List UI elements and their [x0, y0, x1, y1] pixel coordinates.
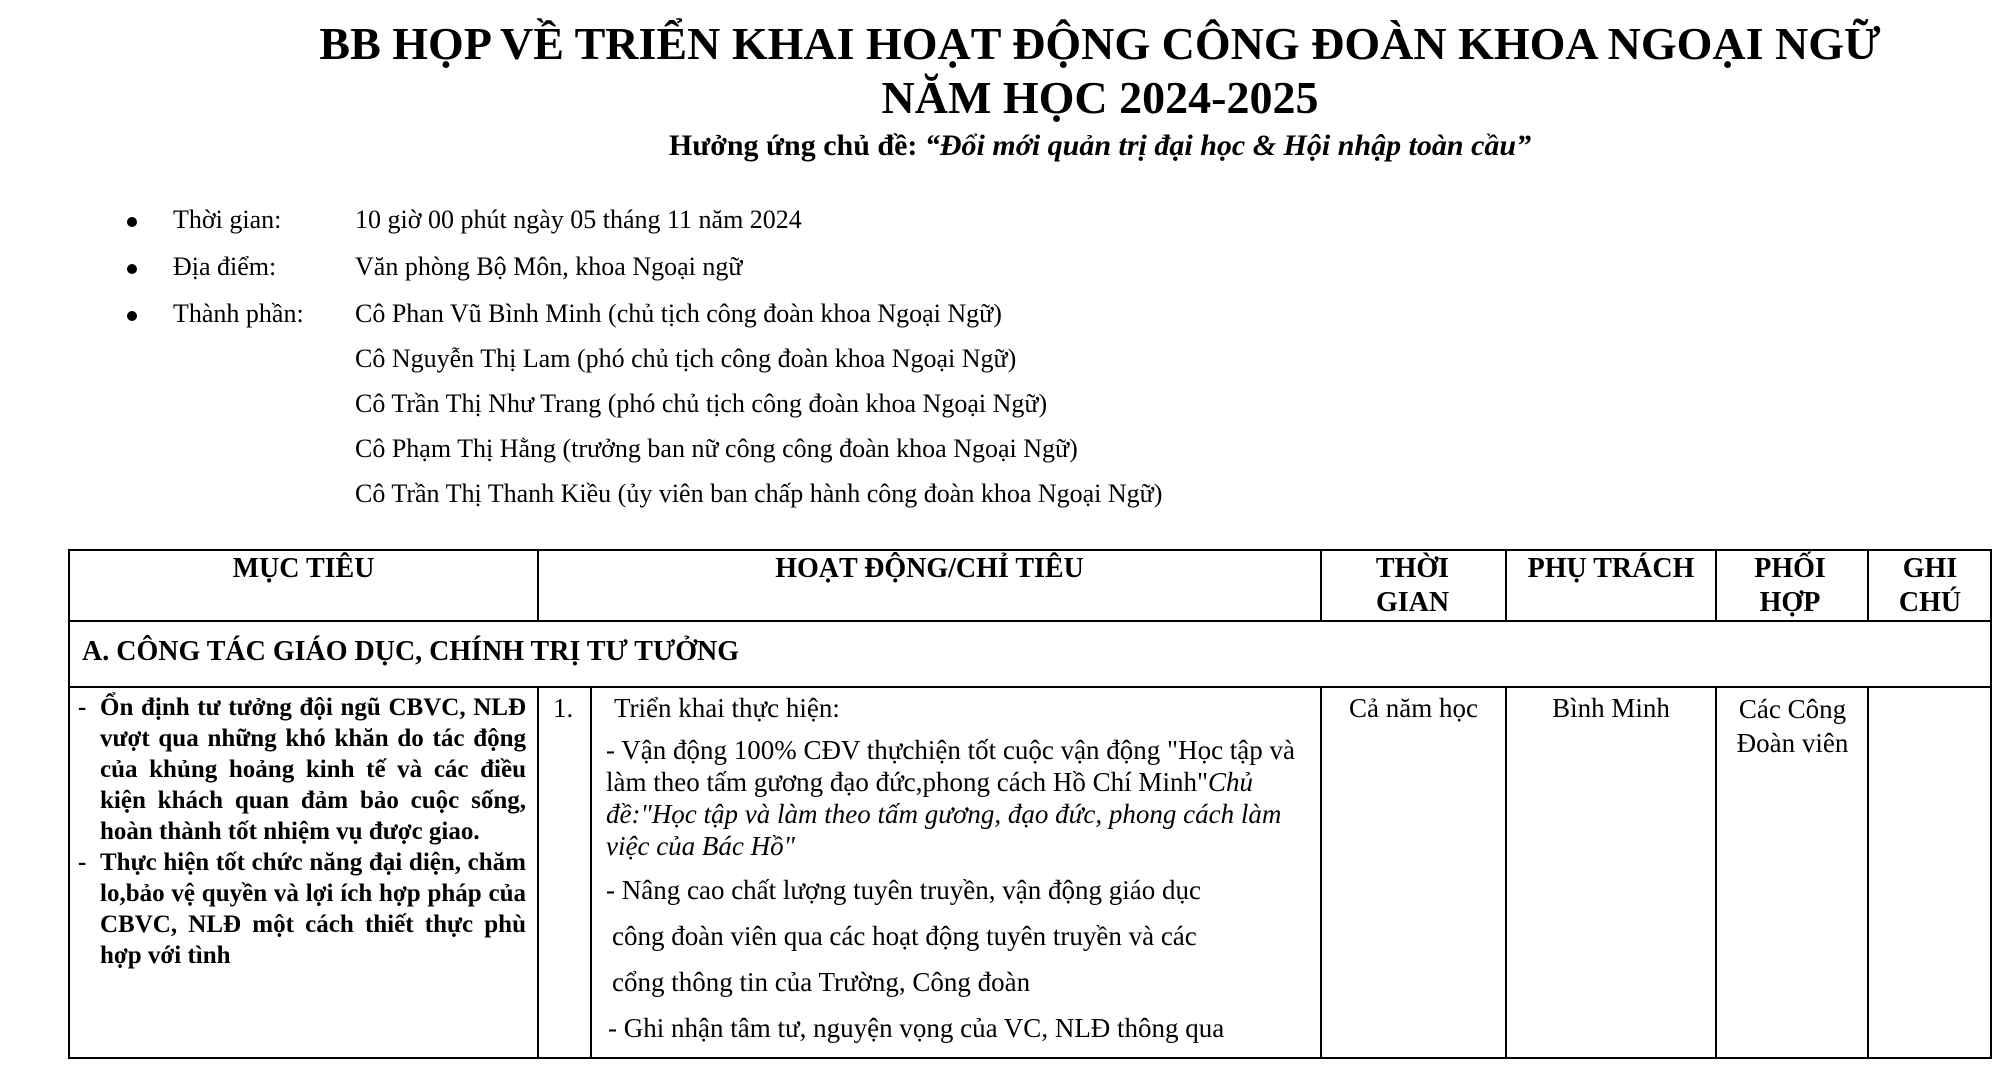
- table-border-left: [68, 549, 70, 1059]
- table-col-divider: [537, 686, 539, 1059]
- info-place-label: Địa điểm:: [173, 252, 277, 281]
- header-time: THỜI GIAN: [1375, 553, 1450, 618]
- header-activity: HOẠT ĐỘNG/CHỈ TIÊU: [775, 553, 1084, 584]
- member-item: Cô Nguyễn Thị Lam (phó chủ tịch công đoàn khoa Ngoại Ngữ): [355, 344, 1017, 373]
- table-col-divider: [1505, 686, 1507, 1059]
- table-col-divider: [1715, 686, 1717, 1059]
- dash-marker: -: [78, 849, 87, 876]
- table-col-divider: [590, 686, 592, 1059]
- time-cell: Cả năm học: [1349, 693, 1478, 723]
- info-members-label: Thành phần:: [173, 299, 304, 328]
- activity-paragraph-2: - Nâng cao chất lượng tuyên truyền, vận động giáo dục: [606, 875, 1201, 905]
- table-col-divider: [1320, 549, 1322, 622]
- activity-paragraph-1: [606, 734, 1306, 862]
- header-coordinate: PHỐI HỢP: [1754, 553, 1826, 618]
- table-border-bottom: [68, 1057, 1992, 1059]
- activity-paragraph-3: công đoàn viên qua các hoạt động tuyên truyền và các: [612, 921, 1197, 951]
- table-rule: [68, 686, 1992, 688]
- info-time-value: 10 giờ 00 phút ngày 05 tháng 11 năm 2024: [355, 205, 802, 234]
- dash-marker: -: [78, 694, 87, 721]
- goal-text: Ổn định tư tưởng đội ngũ CBVC, NLĐ vượt qua những khó khăn do tác động của khủng hoảng kinh tế và các điều kiện khách quan đảm bảo cuộc sống, hoàn thành tốt nhiệm vụ được giao.: [100, 694, 526, 845]
- info-place-value: Văn phòng Bộ Môn, khoa Ngoại ngữ: [355, 252, 743, 281]
- activity-heading: Triển khai thực hiện:: [614, 693, 840, 723]
- section-a-title: A. CÔNG TÁC GIÁO DỤC, CHÍNH TRỊ TƯ TƯỞNG: [82, 636, 740, 667]
- table-border-right: [1990, 549, 1992, 1059]
- goal-item: [78, 692, 526, 847]
- goal-text: Thực hiện tốt chức năng đại diện, chăm lo,bảo vệ quyền và lợi ích hợp pháp của CBVC, NLĐ một cách thiết thực phù hợp với tình: [100, 849, 526, 969]
- bullet-icon: [127, 217, 137, 227]
- table-rule: [68, 620, 1992, 622]
- table-col-divider: [1715, 549, 1717, 622]
- goal-cell: [78, 692, 526, 971]
- table-col-divider: [1320, 686, 1322, 1059]
- activity-paragraph-4: cổng thông tin của Trường, Công đoàn: [612, 967, 1031, 997]
- member-item: Cô Trần Thị Như Trang (phó chủ tịch công đoàn khoa Ngoại Ngữ): [355, 389, 1048, 418]
- activity-number: 1.: [553, 693, 574, 723]
- member-item: Cô Phan Vũ Bình Minh (chủ tịch công đoàn khoa Ngoại Ngữ): [355, 299, 1002, 328]
- activity-p1-text: - Vận động 100% CĐV thựchiện tốt cuộc vận động "Học tập và làm theo tấm gương đạo đức,phong cách Hồ Chí Minh": [606, 735, 1296, 797]
- member-item: Cô Phạm Thị Hằng (trưởng ban nữ công công đoàn khoa Ngoại Ngữ): [355, 434, 1078, 463]
- activity-p1-theme: Chủ đề:"Học tập và làm theo tấm gương, đạo đức, phong cách làm việc của Bác Hồ": [606, 767, 1282, 861]
- subtitle-theme: “Đổi mới quản trị đại học & Hội nhập toàn cầu”: [924, 129, 1532, 162]
- coordinate-cell: Các Công Đoàn viên: [1736, 694, 1849, 758]
- document-title: BB HỌP VỀ TRIỂN KHAI HOẠT ĐỘNG CÔNG ĐOÀN KHOA NGOẠI NGỮ: [319, 18, 1881, 69]
- document-title-year: NĂM HỌC 2024-2025: [881, 72, 1319, 123]
- table-col-divider: [1867, 549, 1869, 622]
- header-goal: MỤC TIÊU: [232, 553, 375, 584]
- header-responsible: PHỤ TRÁCH: [1527, 553, 1695, 584]
- bullet-icon: [127, 311, 137, 321]
- table-border-top: [68, 549, 1992, 551]
- header-note: GHI CHÚ: [1898, 553, 1962, 618]
- goal-item: [78, 847, 526, 971]
- responsible-cell: Bình Minh: [1552, 693, 1670, 723]
- activity-paragraph-5: - Ghi nhận tâm tư, nguyện vọng của VC, NLĐ thông qua: [608, 1013, 1225, 1043]
- subtitle-prefix: Hưởng ứng chủ đề:: [668, 129, 925, 162]
- document-subtitle: [240, 128, 1960, 164]
- member-item: Cô Trần Thị Thanh Kiều (ủy viên ban chấp hành công đoàn khoa Ngoại Ngữ): [355, 479, 1163, 508]
- info-time-label: Thời gian:: [173, 205, 282, 234]
- table-col-divider: [1867, 686, 1869, 1059]
- bullet-icon: [127, 264, 137, 274]
